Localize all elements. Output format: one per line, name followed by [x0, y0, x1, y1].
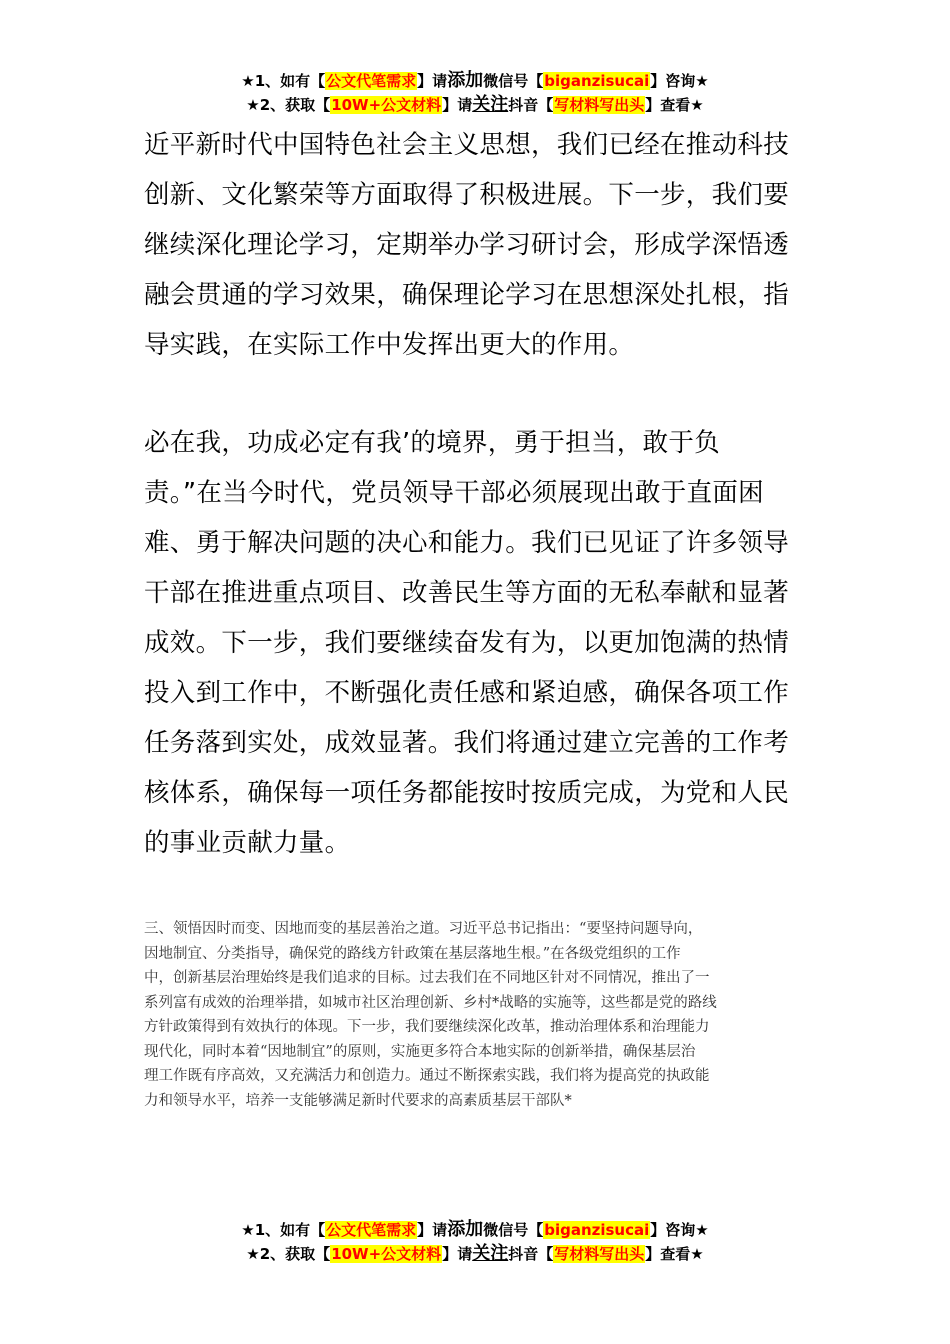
douyin-id-highlight: 写材料写出头	[554, 1245, 645, 1263]
paragraph-line: 力和领导水平，培养一支能够满足新时代要求的高素质基层干部队*	[144, 1092, 572, 1109]
banner-highlight: 10W+公文材料	[331, 96, 442, 114]
banner-text: ★1、如有【	[241, 1221, 326, 1239]
paragraph-line: 近平新时代中国特色社会主义思想，我们已经在推动科技	[144, 130, 790, 160]
header-banner	[0, 69, 950, 117]
banner-emphasis: 关注	[472, 94, 509, 115]
wechat-id-highlight: biganzisucai	[544, 72, 650, 90]
banner-text: ★1、如有【	[241, 72, 326, 90]
banner-text: 】请	[442, 96, 473, 114]
paragraph-line: 因地制宜、分类指导，确保党的路线方针政策在基层落地生根。”在各级党组织的工作	[144, 945, 681, 962]
paragraph-line: 难、勇于解决问题的决心和能力。我们已见证了许多领导	[144, 528, 790, 558]
banner-text: 】查看★	[645, 96, 704, 114]
banner-text: 微信号【	[483, 1221, 544, 1239]
paragraph-line: 的事业贡献力量。	[144, 828, 351, 858]
paragraph-line: 方针政策得到有效执行的体现。下一步，我们要继续深化改革，推动治理体系和治理能力	[144, 1019, 710, 1035]
banner-highlight: 公文代笔需求	[326, 72, 417, 90]
paragraph-2	[144, 418, 809, 868]
paragraph-line: 中，创新基层治理始终是我们追求的目标。过去我们在不同地区针对不同情况，推出了一	[144, 970, 710, 986]
banner-emphasis: 添加	[447, 70, 484, 91]
paragraph-line: 继续深化理论学习，定期举办学习研讨会，形成学深悟透	[144, 230, 790, 260]
banner-text: 】请	[442, 1245, 473, 1263]
paragraph-line: 投入到工作中，不断强化责任感和紧迫感，确保各项工作	[144, 678, 790, 708]
banner-text: 抖音【	[508, 1245, 554, 1263]
banner-text: 抖音【	[508, 96, 554, 114]
banner-text: ★2、获取【	[246, 1245, 331, 1263]
banner-highlight: 公文代笔需求	[326, 1221, 417, 1239]
banner-emphasis: 添加	[447, 1219, 484, 1240]
paragraph-line: 核体系，确保每一项任务都能按时按质完成，为党和人民	[144, 778, 790, 808]
banner-emphasis: 关注	[472, 1243, 509, 1264]
banner-line-2	[0, 1242, 950, 1266]
paragraph-line: 现代化，同时本着“因地制宜”的原则，实施更多符合本地实际的创新举措，确保基层治	[144, 1043, 696, 1060]
banner-text: 】咨询★	[650, 1221, 709, 1239]
banner-text: 】请	[417, 72, 448, 90]
wechat-id-highlight: biganzisucai	[544, 1221, 650, 1239]
paragraph-line: 责。”在当今时代，党员领导干部必须展现出敢于直面困	[144, 478, 764, 508]
banner-text: 】请	[417, 1221, 448, 1239]
banner-highlight: 10W+公文材料	[331, 1245, 442, 1263]
banner-text: 】查看★	[645, 1245, 704, 1263]
paragraph-line: 创新、文化繁荣等方面取得了积极进展。下一步，我们要	[144, 180, 790, 210]
paragraph-1	[144, 120, 809, 370]
paragraph-line: 融会贯通的学习效果，确保理论学习在思想深处扎根，指	[144, 280, 790, 310]
paragraph-line: 必在我，功成必定有我’的境界，勇于担当，敢于负	[144, 428, 721, 458]
douyin-id-highlight: 写材料写出头	[554, 96, 645, 114]
paragraph-line: 导实践，在实际工作中发挥出更大的作用。	[144, 330, 635, 360]
paragraph-line: 干部在推进重点项目、改善民生等方面的无私奉献和显著	[144, 578, 790, 608]
paragraph-line: 成效。下一步，我们要继续奋发有为，以更加饱满的热情	[144, 628, 790, 658]
banner-text: 微信号【	[483, 72, 544, 90]
paragraph-line: 理工作既有序高效，又充满活力和创造力。通过不断探索实践，我们将为提高党的执政能	[144, 1068, 710, 1084]
banner-text: 】咨询★	[650, 72, 709, 90]
banner-line-1	[0, 1218, 950, 1242]
paragraph-3	[144, 917, 809, 1113]
footer-banner	[0, 1218, 950, 1266]
paragraph-line: 三、领悟因时而变、因地而变的基层善治之道。习近平总书记指出：“要坚持问题导向，	[144, 921, 703, 937]
banner-text: ★2、获取【	[246, 96, 331, 114]
banner-line-1	[0, 69, 950, 93]
banner-line-2	[0, 93, 950, 117]
paragraph-line: 系列富有成效的治理举措，如城市社区治理创新、乡村*战略的实施等，这些都是党的路线	[144, 994, 717, 1011]
paragraph-line: 任务落到实处，成效显著。我们将通过建立完善的工作考	[144, 728, 790, 758]
